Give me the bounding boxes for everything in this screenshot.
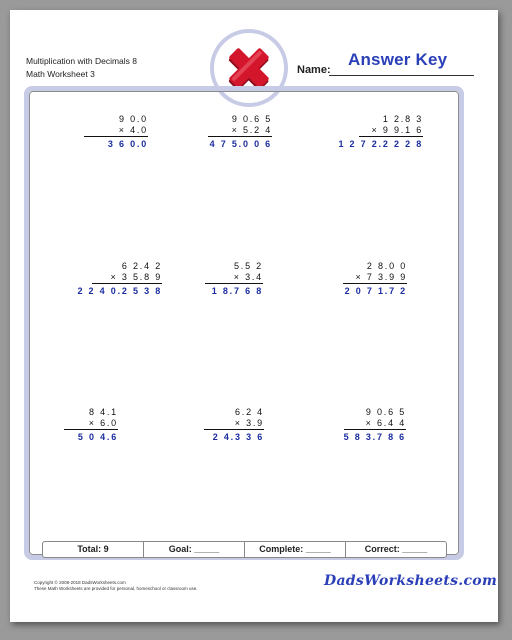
name-label: Name: [297,64,331,76]
multiplicand: 8 4.1 [88,407,118,417]
multiplicand: 1 2.8 3 [382,114,423,124]
problem-8 [174,407,264,444]
problem-5 [173,261,263,298]
multiplicand: 9 0.6 5 [231,114,272,124]
problems-frame-inner [29,91,459,555]
multiplier: × 3 5.8 9 [92,272,162,284]
answer: 4 7 5.0 0 6 [209,139,272,149]
copyright-notice [34,580,198,592]
problem-4 [72,261,162,298]
answer: 3 6 0.0 [107,139,148,149]
multiplier: × 5.2 4 [208,125,272,137]
multiplier: × 3.9 [204,418,264,430]
multiplier: × 3.4 [205,272,263,284]
multiplier: × 6.0 [64,418,118,430]
problem-9 [316,407,406,444]
answer: 5 0 4.6 [77,432,118,442]
copyright-line-1: Copyright © 2008-2018 DadsWorksheets.com [34,580,126,585]
multiplicand: 6.2 4 [234,407,264,417]
total-cell: Total: 9 [43,542,144,557]
multiplicand: 6 2.4 2 [121,261,162,271]
multiplicand: 2 8.0 0 [366,261,407,271]
multiplicand: 9 0.6 5 [365,407,406,417]
answer: 2 4.3 3 6 [212,432,264,442]
answer: 2 2 4 0.2 5 3 8 [77,286,162,296]
brand-logo: DadsWorksheets.com [324,573,498,589]
score-footer [42,541,447,558]
problem-1 [58,114,148,151]
worksheet-subtitle: Math Worksheet 3 [26,69,95,79]
correct-cell: Correct: _____ [364,544,428,554]
multiplier: × 9 9.1 6 [359,125,423,137]
answer-key-label: Answer Key [348,50,448,69]
problem-3 [333,114,423,151]
problem-7 [28,407,118,444]
copyright-line-2: These Math Worksheets are provided for personal, homeschool or classroom use. [34,585,198,591]
multiplier: × 7 3.9 9 [343,272,407,284]
answer: 2 0 7 1.7 2 [344,286,407,296]
goal-cell: Goal: _____ [144,542,245,557]
answer: 5 8 3.7 8 6 [343,432,406,442]
problem-6 [317,261,407,298]
multiplier: × 4.0 [84,125,148,137]
problem-2 [182,114,272,151]
multiplier: × 6.4 4 [344,418,406,430]
answer: 1 2 7 2.2 2 2 8 [338,139,423,149]
multiplicand: 9 0.0 [118,114,148,124]
answer: 1 8.7 6 8 [211,286,263,296]
multiplicand: 5.5 2 [233,261,263,271]
worksheet-title: Multiplication with Decimals 8 [26,56,138,66]
complete-cell: Complete: _____ [245,542,346,557]
